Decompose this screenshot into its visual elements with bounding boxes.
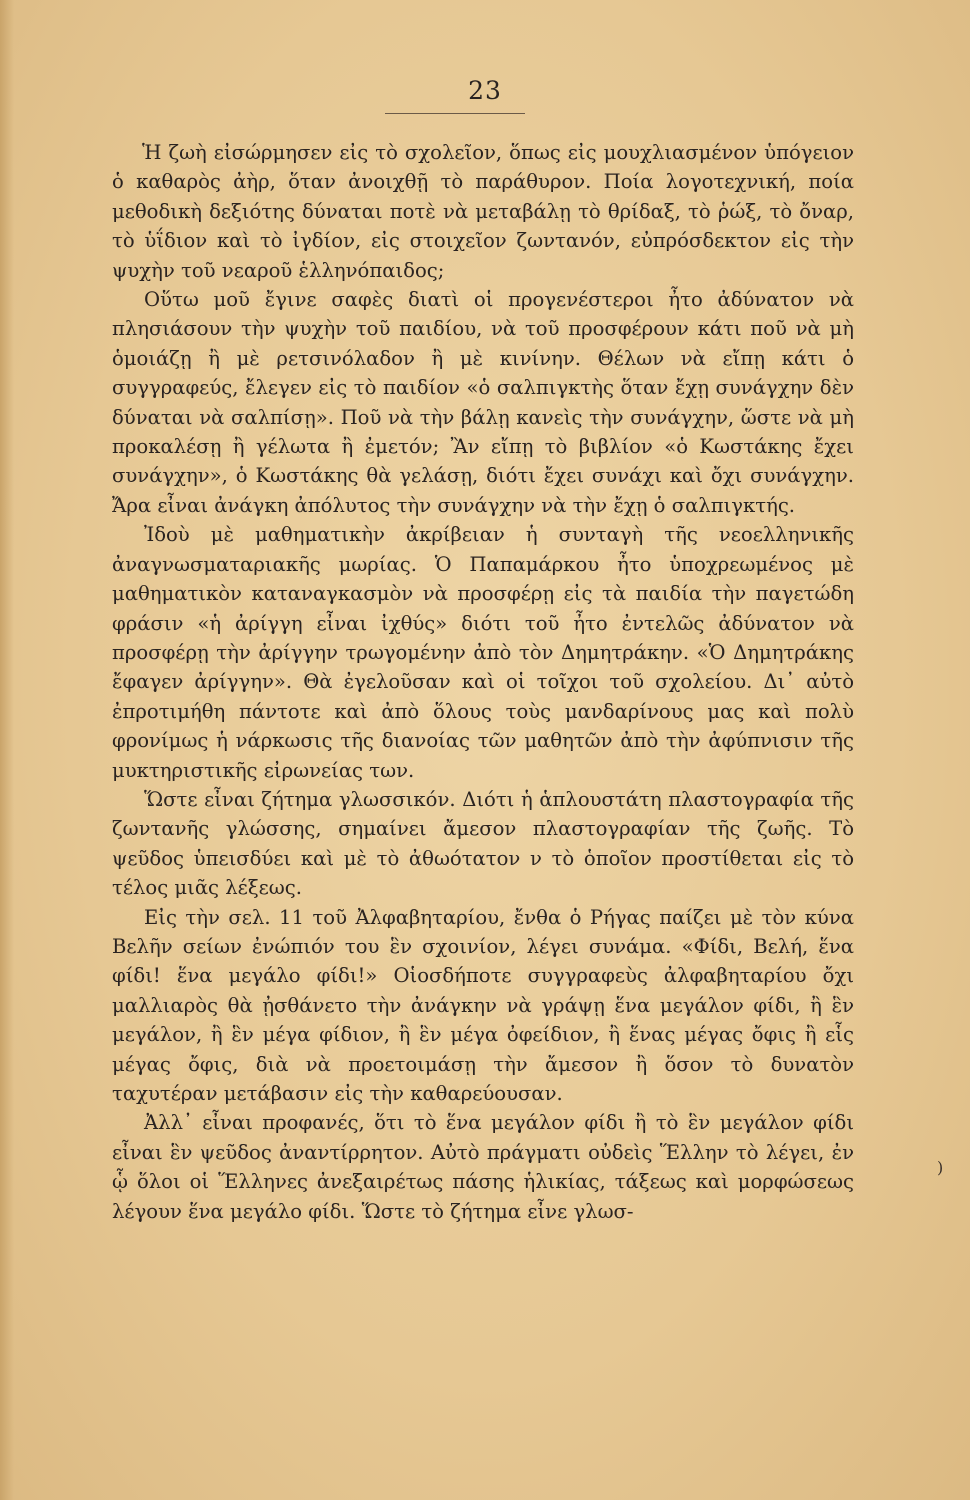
paragraph-1: Ἡ ζωὴ εἰσώρμησεν εἰς τὸ σχολεῖον, ὅπως εἰς μουχλιασμένον ὑπόγειον ὁ καθαρὸς ἀὴρ, ὅταν ἀνοιχθῇ τὸ παράθυρον. Ποία λογοτεχνική, ποία μεθοδικὴ δεξιότης δύναται ποτὲ νὰ μεταβάλῃ τὸ θρίδαξ, τὸ ῥώξ, τὸ ὄναρ, τὸ ὑΐδιον καὶ τὸ ἰγδίον, εἰς στοιχεῖον ζωντανόν, εὐπρόσδεκτον εἰς τὴν ψυχὴν τοῦ νεαροῦ ἑλληνόπαιδος;	[112, 141, 854, 282]
paragraph-3: Ἰδοὺ μὲ μαθηματικὴν ἀκρίβειαν ἡ συνταγὴ τῆς νεοελληνικῆς ἀναγνωσματαριακῆς μωρίας. Ὁ Παπαμάρκου ἦτο ὑποχρεωμένος μὲ μαθηματικὸν καταναγκασμὸν νὰ προσφέρῃ εἰς τὰ παιδία τὴν παγετώδη φράσιν «ἡ ἀρίγγη εἶναι ἰχθύς» διότι τοῦ ἦτο ἐντελῶς ἀδύνατον νὰ προσφέρῃ τὴν ἀρίγγην τρωγομένην ἀπὸ τὸν Δημητράκην. «Ὁ Δημητράκης ἔφαγεν ἀρίγγην». Θὰ ἐγελοῦσαν καὶ οἱ τοῖχοι τοῦ σχολείου. Δι᾽ αὐτὸ ἐπροτιμήθη πάντοτε καὶ ἀπὸ ὅλους τοὺς μανδαρίνους μας καὶ πολὺ φρονίμως ἡ νάρκωσις τῆς διανοίας τῶν μαθητῶν ἀπὸ τὴν ἀφύπνισιν τῆς μυκτηριστικῆς εἰρωνείας των.	[112, 523, 854, 782]
page-edge-shadow	[0, 0, 14, 1500]
paragraph-5: Εἰς τὴν σελ. 11 τοῦ Ἀλφαβηταρίου, ἔνθα ὁ Ρήγας παίζει μὲ τὸν κύνα Βελῆν σείων ἐνώπιόν του ἓν σχοινίον, λέγει συνάμα. «Φίδι, Βελή, ἕνα φίδι! ἕνα μεγάλο φίδι!» Οἱοσδήποτε συγγραφεὺς ἀλφαβηταρίου ὄχι μαλλιαρὸς θὰ ᾐσθάνετο τὴν ἀνάγκην νὰ γράψῃ ἕνα μεγάλον φίδι, ἢ ἓν μεγάλον, ἢ ἓν μέγα φίδιον, ἢ ἓν μέγα ὀφείδιον, ἢ ἕνας μέγας ὄφις ἢ εἷς μέγας ὄφις, διὰ νὰ προετοιμάσῃ τὴν ἄμεσον ἢ ὅσον τὸ δυνατὸν ταχυτέραν μετάβασιν εἰς τὴν καθαρεύουσαν.	[112, 905, 854, 1105]
page-number: 23	[468, 76, 502, 105]
margin-mark: )	[937, 1158, 944, 1177]
body-text	[112, 138, 854, 1226]
paragraph-6: Ἀλλ᾽ εἶναι προφανές, ὅτι τὸ ἕνα μεγάλον φίδι ἢ τὸ ἓν μεγάλον φίδι εἶναι ἓν ψεῦδος ἀναντίρρητον. Αὐτὸ πράγματι οὐδεὶς Ἕλλην τὸ λέγει, ἐν ᾧ ὅλοι οἱ Ἕλληνες ἀνεξαιρέτως πάσης ἡλικίας, τάξεως καὶ μορφώσεως λέγουν ἕνα μεγάλο φίδι. Ὥστε τὸ ζήτημα εἶνε γλωσ-	[112, 1111, 854, 1223]
header-rule	[385, 113, 525, 114]
paragraph-4: Ὥστε εἶναι ζήτημα γλωσσικόν. Διότι ἡ ἁπλουστάτη πλαστογραφία τῆς ζωντανῆς γλώσσης, σημαίνει ἄμεσον πλαστογραφίαν τῆς ζωῆς. Τὸ ψεῦδος ὑπεισδύει καὶ μὲ τὸ ἀθωότατον ν τὸ ὁποῖον προστίθεται εἰς τὸ τέλος μιᾶς λέξεως.	[112, 787, 854, 900]
paragraph-2: Οὕτω μοῦ ἔγινε σαφὲς διατὶ οἱ προγενέστεροι ἦτο ἀδύνατον νὰ πλησιάσουν τὴν ψυχὴν τοῦ παιδίου, νὰ τοῦ προσφέρουν κάτι ποῦ νὰ μὴ ὁμοιάζῃ ἢ μὲ ρετσινόλαδον ἢ μὲ κινίνην. Θέλων νὰ εἴπῃ κάτι ὁ συγγραφεύς, ἔλεγεν εἰς τὸ παιδίον «ὁ σαλπιγκτὴς ὅταν ἔχῃ συνάγχην δὲν δύναται νὰ σαλπίσῃ». Ποῦ νὰ τὴν βάλῃ κανεὶς τὴν συνάγχην, ὥστε νὰ μὴ προκαλέσῃ ἢ γέλωτα ἢ ἐμετόν; Ἂν εἴπῃ τὸ βιβλίον «ὁ Κωστάκης ἔχει συνάγχην», ὁ Κωστάκης θὰ γελάσῃ, διότι ἔχει συνάχι καὶ ὄχι συνάγχην. Ἄρα εἶναι ἀνάγκη ἀπόλυτος τὴν συνάγχην νὰ τὴν ἔχῃ ὁ σαλπιγκτής.	[112, 288, 854, 517]
